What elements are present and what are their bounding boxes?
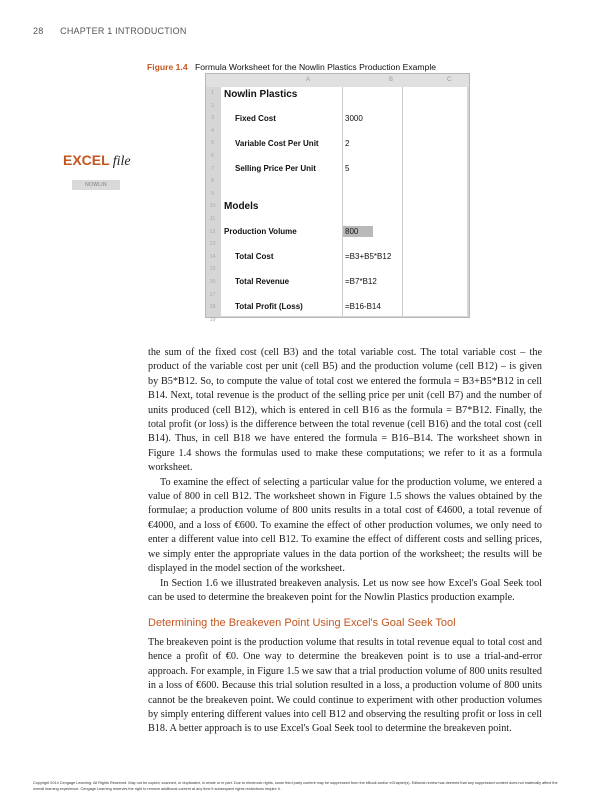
- row-number: 3: [210, 115, 215, 122]
- row-number: 16: [209, 279, 216, 285]
- row-number: 10: [209, 203, 216, 210]
- file-label: file: [112, 154, 131, 169]
- column-header-b: B: [389, 77, 394, 83]
- running-header: [33, 26, 187, 36]
- variable-cost-label: Variable Cost Per Unit: [235, 139, 319, 148]
- variable-cost-value: 2: [345, 139, 350, 148]
- row-number: 5: [210, 140, 215, 147]
- paragraph: The breakeven point is the production volume that results in total revenue equal to total cost and hence a profit of €0. One way to determine the breakeven point is to use a trial-and-error approach. For example, in Figure 1.5 we saw that a trial production volume of 800 units resulted in a loss of €600. Because this trial solution resulted in a loss, a production volume of 800 units cannot be the breakeven point. We could continue to experiment with other production volumes by simply entering different values into cell B12 and observing the resulting profit or loss in cell B18. A better approach is to use Excel's Goal Seek tool to determine the breakeven point.: [148, 637, 542, 735]
- chapter-title: CHAPTER 1 INTRODUCTION: [60, 26, 187, 36]
- file-tag: NOWLIN: [72, 180, 120, 190]
- row-number: 13: [209, 241, 216, 248]
- total-profit-formula: =B16-B14: [345, 302, 381, 311]
- sheet-grid: [221, 87, 467, 316]
- sheet-title: Nowlin Plastics: [224, 89, 298, 100]
- column-headers: [206, 74, 469, 87]
- row-number: 19: [209, 316, 216, 323]
- paragraph: the sum of the fixed cost (cell B3) and the total variable cost. The total variable cost – the product of the variable cost per unit (cell B5) and the production volume (cell B12) – is given by B5*B12. So, to compute the value of total cost we entered the formula = B3+B5*B12 in cell B14. Next, total revenue is the product of the selling price per unit (cell B7) and the number of units produced (cell B12), which is entered in cell B16 as the formula = B7*B12. Finally, the total profit (or loss) is the difference between the total revenue (cell B16) and the total cost (cell B14). Thus, in cell B18 we have entered the formula = B16–B14. The worksheet shown in Figure 1.4 shows the formulas used to make these computations; we refer to it as a formula worksheet.: [148, 347, 542, 474]
- row-number: 17: [209, 291, 216, 298]
- formula-worksheet: [205, 73, 470, 323]
- row-number: 7: [210, 165, 215, 172]
- models-label: Models: [224, 201, 259, 212]
- row-number: 1: [210, 90, 215, 96]
- row-number: 11: [209, 216, 216, 222]
- body-text-lower: [148, 636, 542, 737]
- figure-caption: [147, 62, 436, 72]
- production-volume-value: 800: [345, 227, 359, 236]
- row-number: 6: [210, 153, 215, 159]
- copyright-notice: Copyright 2014 Cengage Learning. All Rights Reserved. May not be copied, scanned, or duplicated, in whole or in part. Due to electronic rights, some third party content may be suppressed from the eBook and/or eChapter(s). Editorial review has deemed that any suppressed content does not materially affect the overall learning experience. Cengage Learning reserves the right to remove additional content at any time if subsequent rights restrictions require it.: [33, 781, 558, 791]
- row-number: 15: [209, 266, 216, 273]
- total-cost-formula: =B3+B5*B12: [345, 252, 392, 261]
- row-number: 2: [210, 102, 215, 109]
- row-number: 9: [210, 190, 215, 197]
- fixed-cost-value: 3000: [345, 114, 363, 123]
- selling-price-value: 5: [345, 164, 350, 173]
- fixed-cost-label: Fixed Cost: [235, 114, 276, 123]
- total-revenue-formula: =B7*B12: [345, 277, 377, 286]
- page-number: 28: [33, 26, 44, 36]
- paragraph: To examine the effect of selecting a particular value for the production volume, we entered a value of 800 in cell B12. The worksheet shown in Figure 1.5 shows the values obtained by the formulae; a production volume of 800 units results in a total cost of €4600, a total revenue of €4000, and a loss of €600. To examine the effect of other production volumes, we only need to enter a different value into cell B12. To examine the effect of different costs and selling prices, we simply enter the appropriate values in the data portion of the worksheet; the results will be displayed in the model section of the worksheet.: [148, 476, 542, 575]
- column-header-a: A: [306, 77, 311, 83]
- section-heading: Determining the Breakeven Point Using Excel's Goal Seek Tool: [148, 617, 456, 629]
- column-header-c: C: [447, 77, 452, 83]
- column-divider: [402, 87, 403, 316]
- column-divider: [342, 87, 343, 316]
- row-number: 8: [210, 178, 215, 185]
- row-number: 14: [209, 253, 216, 260]
- selling-price-label: Selling Price Per Unit: [235, 164, 316, 173]
- total-revenue-label: Total Revenue: [235, 277, 290, 286]
- row-number: 4: [210, 127, 215, 134]
- excel-label: EXCEL: [63, 152, 110, 168]
- excel-file-note: [63, 152, 131, 170]
- total-cost-label: Total Cost: [235, 252, 274, 261]
- row-number: 12: [209, 228, 216, 235]
- total-profit-label: Total Profit (Loss): [235, 302, 303, 311]
- production-volume-label: Production Volume: [224, 227, 297, 236]
- body-text-upper: [148, 346, 542, 605]
- figure-title: Formula Worksheet for the Nowlin Plastics Production Example: [194, 62, 437, 72]
- paragraph: In Section 1.6 we illustrated breakeven analysis. Let us now see how Excel's Goal Seek tool can be used to determine the breakeven point for the Nowlin Plastics production example.: [148, 577, 542, 603]
- figure-number: Figure 1.4: [147, 62, 188, 72]
- row-number: 18: [209, 304, 216, 311]
